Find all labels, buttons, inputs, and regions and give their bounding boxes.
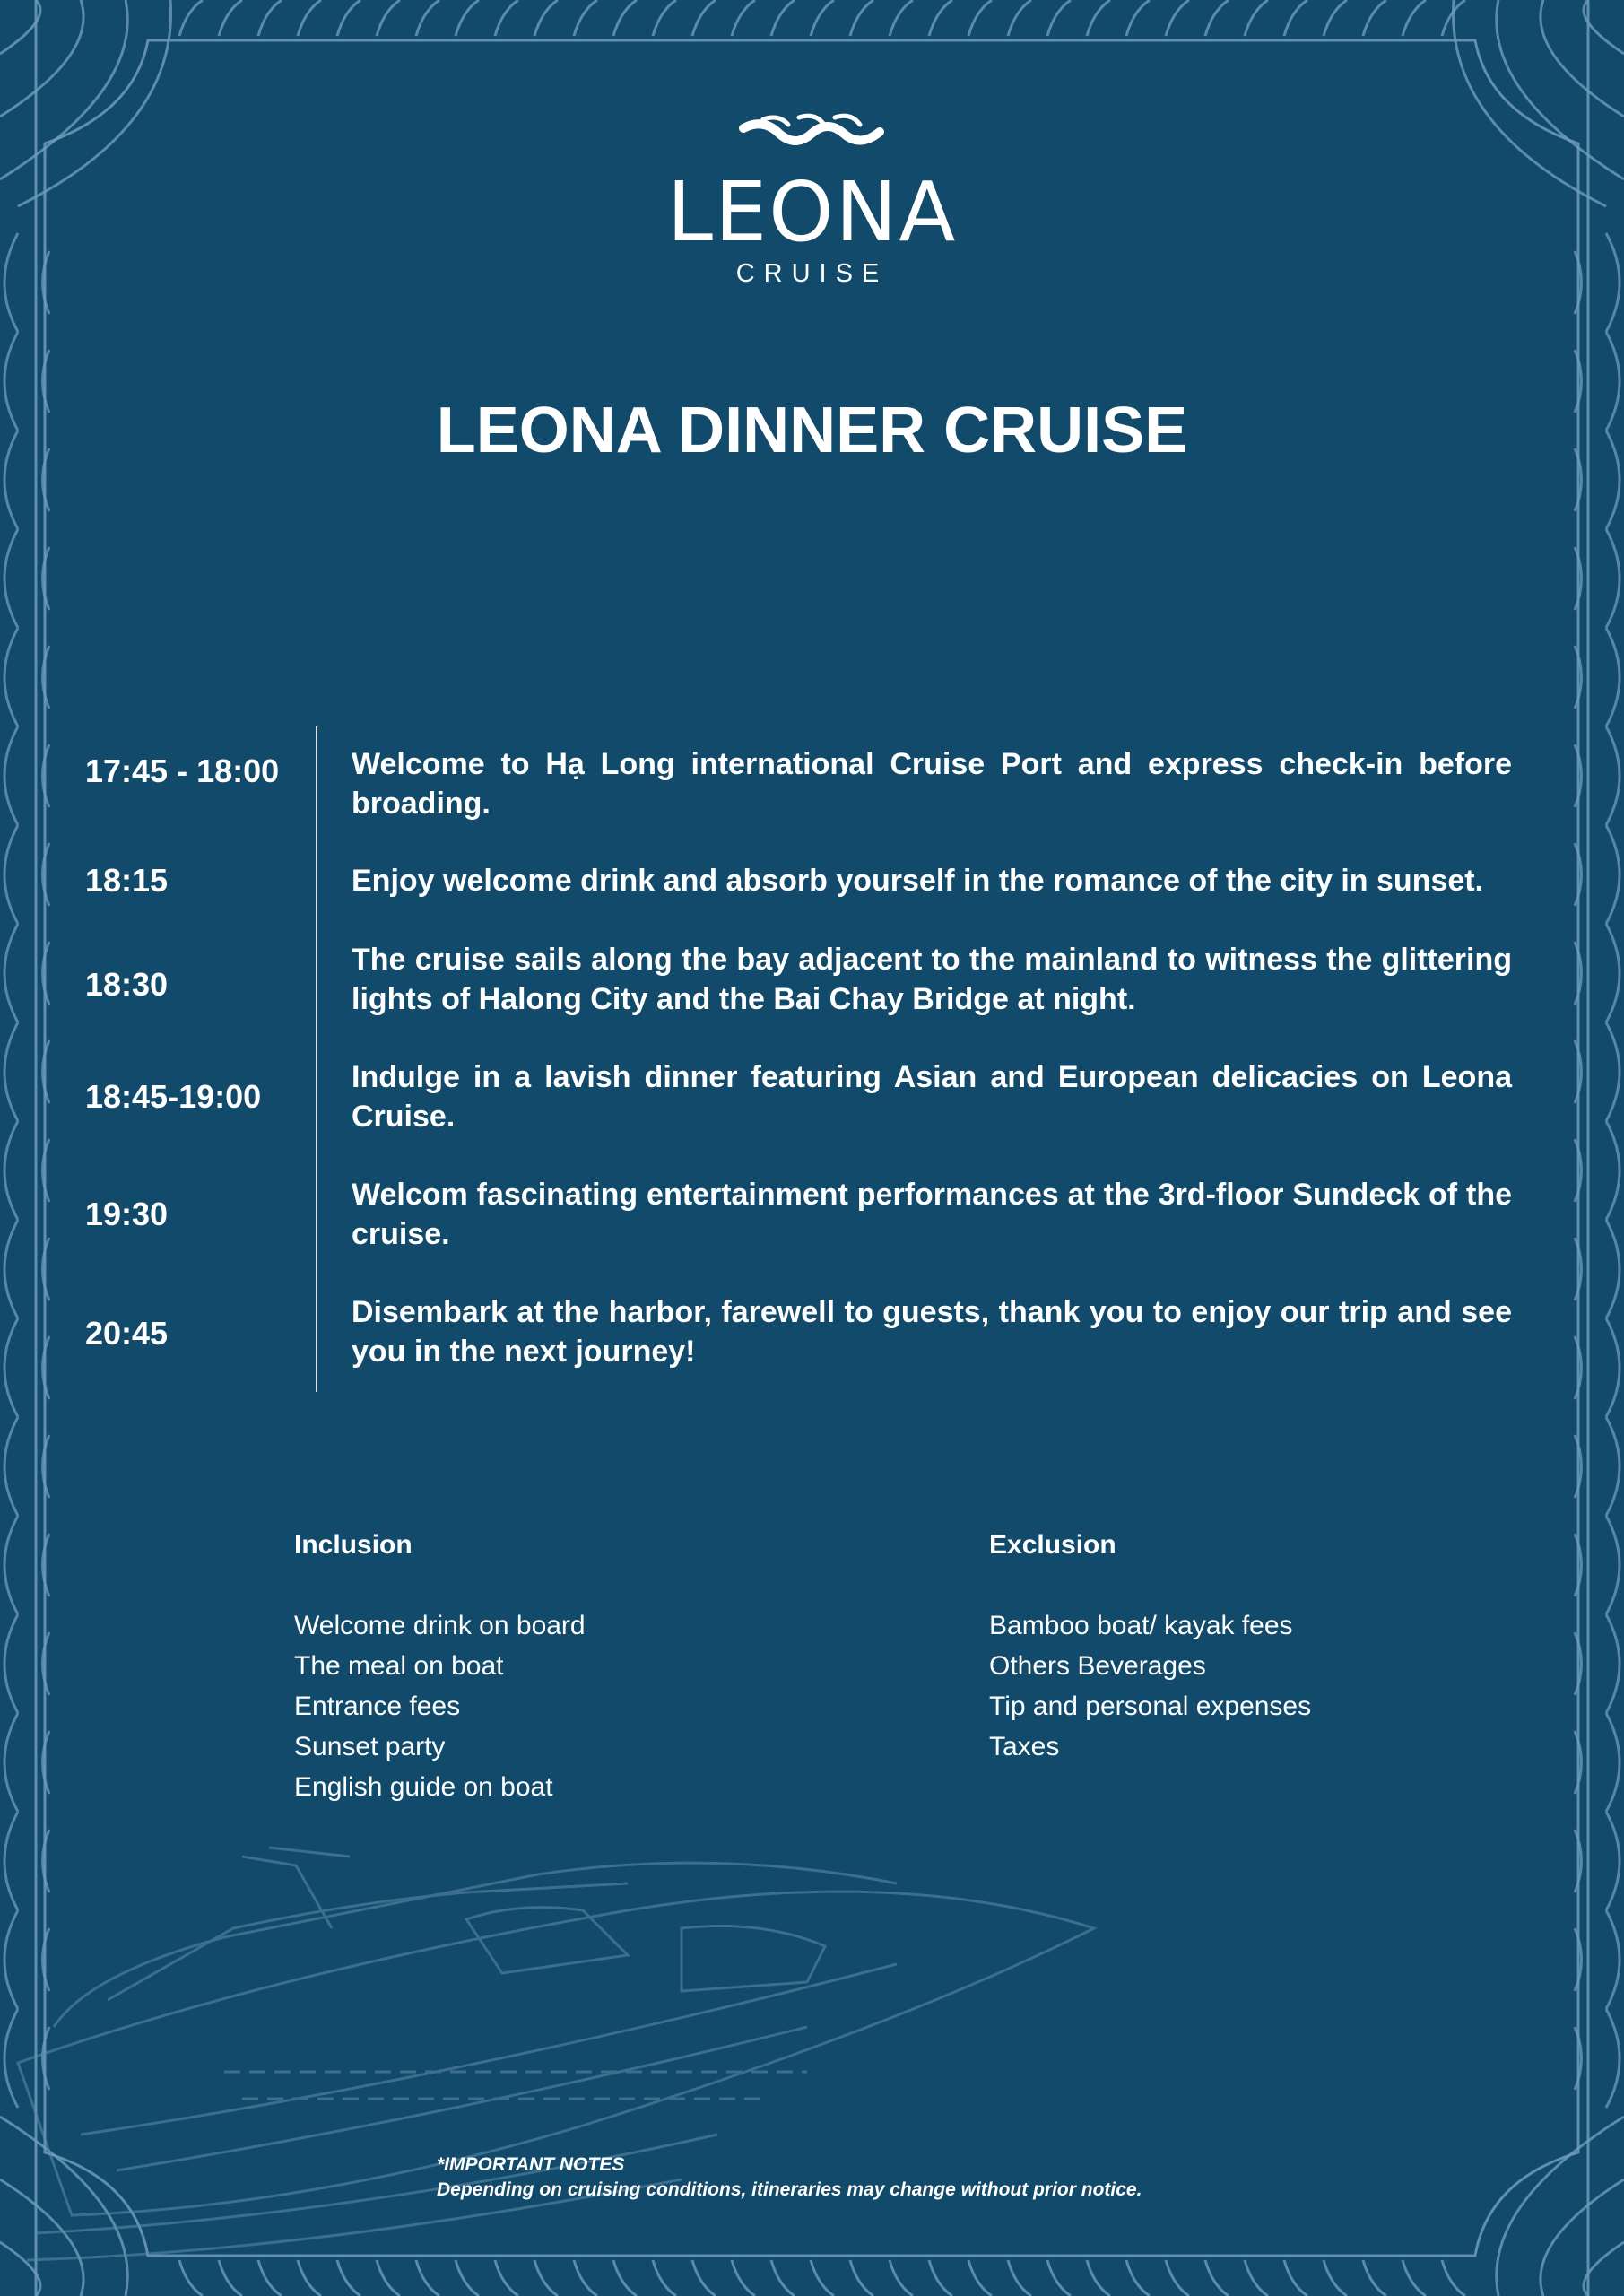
schedule-time: 18:15: [85, 862, 169, 899]
schedule-description: Welcome to Hạ Long international Cruise Port and express check-in before broading.: [352, 747, 1512, 821]
schedule-description: Enjoy welcome drink and absorb yourself in the romance of the city in sunset.: [352, 864, 1484, 898]
frame-border: [45, 40, 1578, 2256]
schedule-time: 19:30: [85, 1196, 169, 1232]
list-item: English guide on boat: [294, 1772, 553, 1802]
schedule-description: Welcom fascinating entertainment performances at the 3rd-floor Sundeck of the cruise.: [352, 1178, 1512, 1251]
list-item: Welcome drink on board: [294, 1611, 586, 1640]
schedule-time: 18:30: [85, 966, 169, 1003]
schedule-time: 20:45: [85, 1315, 169, 1352]
schedule-time: 17:45 - 18:00: [85, 752, 280, 789]
schedule-time: 18:45-19:00: [85, 1078, 262, 1115]
list-item: Others Beverages: [989, 1651, 1206, 1681]
inclusion-heading: Inclusion: [294, 1530, 413, 1560]
brand-logo: [0, 112, 1624, 288]
list-item: Bamboo boat/ kayak fees: [989, 1611, 1293, 1640]
exclusion-list: [989, 1525, 1311, 1767]
brand-name: LEONA: [666, 164, 958, 260]
list-item: Sunset party: [294, 1732, 446, 1761]
timeline-divider: [316, 726, 317, 1392]
list-item: Taxes: [989, 1732, 1060, 1761]
inclusion-list: [294, 1525, 586, 1807]
schedule-description: The cruise sails along the bay adjacent to the mainland to witness the glittering lights of Halong City and the Bai Chay Bridge at night.: [352, 943, 1512, 1016]
notes-heading: *IMPORTANT NOTES: [437, 2154, 625, 2175]
page-title: LEONA DINNER CRUISE: [436, 395, 1188, 466]
brand-subtitle: CRUISE: [735, 259, 889, 288]
notes-text: Depending on cruising conditions, itineraries may change without prior notice.: [437, 2179, 1142, 2200]
list-item: The meal on boat: [294, 1651, 504, 1681]
list-item: Entrance fees: [294, 1692, 461, 1721]
list-item: Tip and personal expenses: [989, 1692, 1312, 1721]
important-notes: [437, 2152, 1142, 2203]
schedule-description: Indulge in a lavish dinner featuring Asian and European delicacies on Leona Cruise.: [352, 1060, 1512, 1134]
exclusion-heading: Exclusion: [989, 1530, 1116, 1560]
schedule-description: Disembark at the harbor, farewell to guests, thank you to enjoy our trip and see you in the next journey!: [352, 1295, 1512, 1369]
waves-logo-icon: [736, 112, 889, 157]
